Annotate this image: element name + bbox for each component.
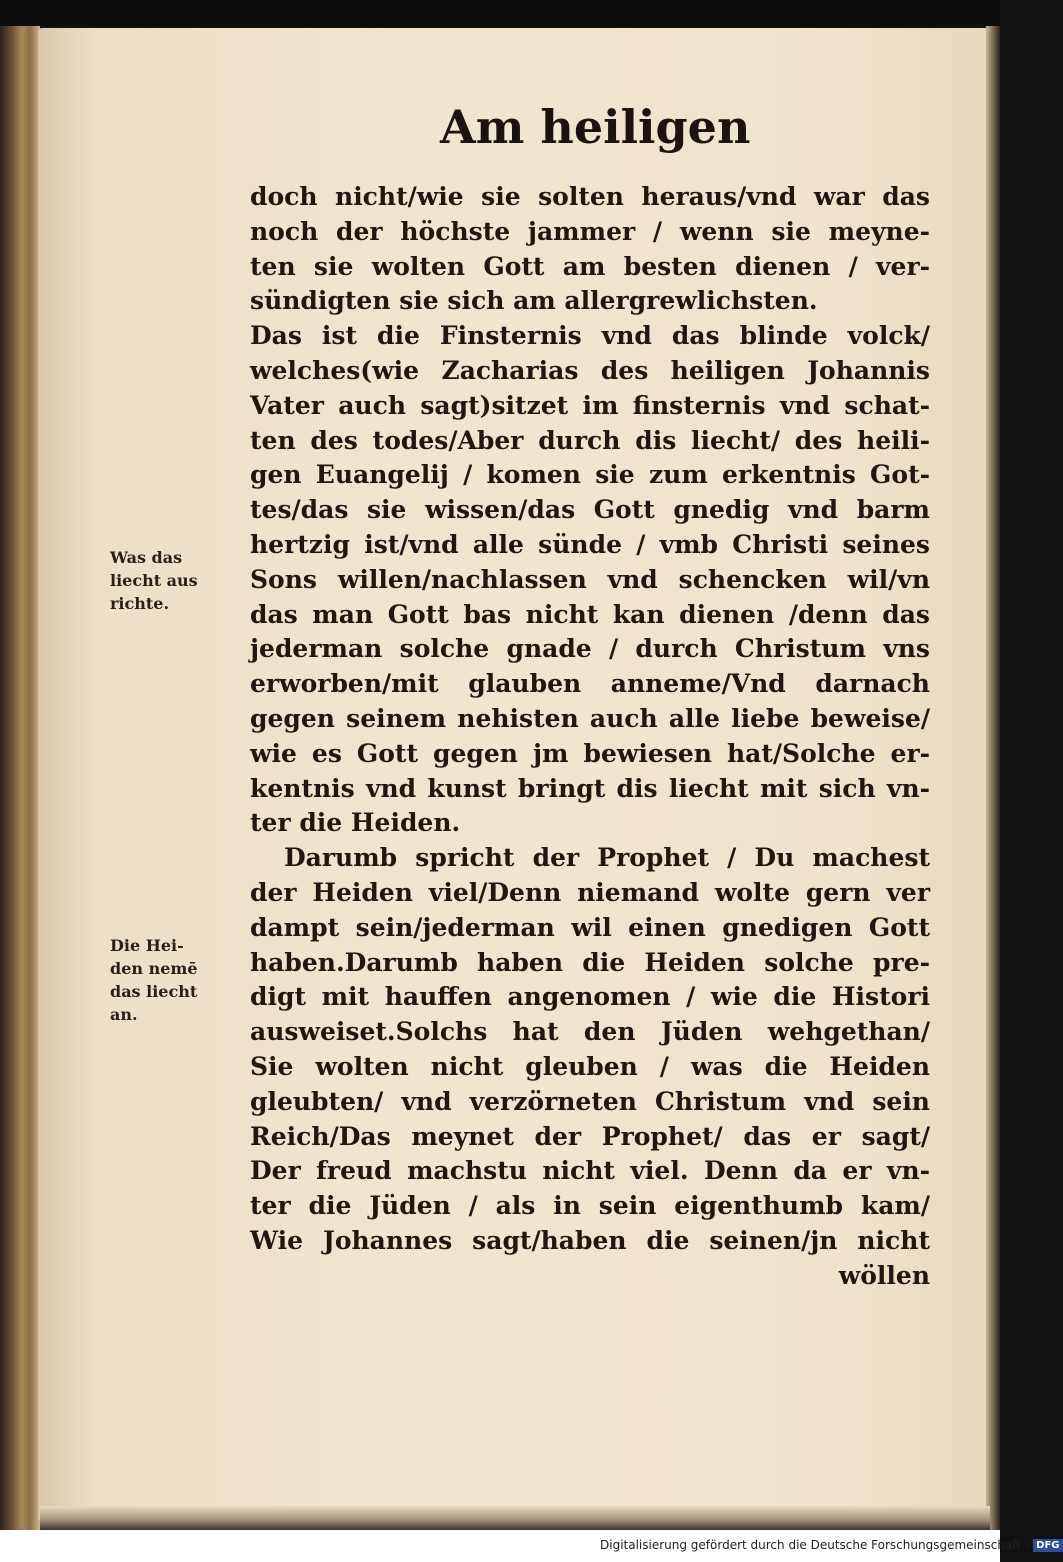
marginal-note-line: an. xyxy=(110,1005,138,1024)
text-line: Vater auch sagt)sitzet im finsternis vnd schat- xyxy=(250,390,930,420)
page-bottom-edge xyxy=(40,1506,990,1530)
text-line: gegen seinem nehisten auch alle liebe beweise/ xyxy=(250,703,930,733)
main-text-block xyxy=(250,180,930,1294)
text-line: Wie Johannes sagt/haben die seinen/jn nicht xyxy=(250,1225,930,1255)
text-line: dampt sein/jederman wil einen gnedigen Gott xyxy=(250,912,930,942)
text-line: doch nicht/wie sie solten heraus/vnd war das xyxy=(250,182,930,211)
text-line: digt mit hauffen angenomen / wie die Histori xyxy=(250,982,930,1012)
text-line: gen Euangelij / komen sie zum erkentnis Got- xyxy=(250,460,930,490)
text-line: ter die Heiden. xyxy=(250,808,461,838)
running-head: Am heiligen xyxy=(440,100,751,154)
catchword: wöllen xyxy=(838,1260,930,1290)
book-spine-edge xyxy=(0,26,40,1530)
text-line: das man Gott bas nicht kan dienen /denn das xyxy=(250,599,930,629)
text-line: noch der höchste jammer / wenn sie meyne- xyxy=(250,216,930,246)
text-line: der Heiden viel/Denn niemand wolte gern ver xyxy=(250,877,930,907)
marginal-note-line: Was das xyxy=(110,548,183,567)
marginal-note-line: liecht aus xyxy=(110,571,198,590)
marginal-note-line: richte. xyxy=(110,594,170,613)
marginal-note-line: den nemē xyxy=(110,959,198,978)
text-line: sündigten sie sich am allergrewlichsten. xyxy=(250,286,818,316)
text-line: erworben/mit glauben anneme/Vnd darnach xyxy=(250,669,930,699)
text-line: ten sie wolten Gott am besten dienen / ver- xyxy=(250,251,930,281)
page-edge-shadow xyxy=(986,26,1000,1530)
credit-text: Digitalisierung gefördert durch die Deutsche Forschungsgemeinschaft - xyxy=(600,1538,1030,1552)
digitization-credit xyxy=(600,1538,1060,1558)
marginal-note xyxy=(110,934,246,1026)
text-line: Darumb spricht der Prophet / Du machest xyxy=(284,843,930,873)
text-line: wie es Gott gegen jm bewiesen hat/Solche er- xyxy=(250,738,930,768)
marginal-note-line: Die Hei- xyxy=(110,936,184,955)
text-line: welches(wie Zacharias des heiligen Johannis xyxy=(250,355,930,385)
text-line: ter die Jüden / als in sein eigenthumb kam/ xyxy=(250,1191,930,1221)
text-line: ausweiset.Solchs hat den Jüden wehgethan/ xyxy=(250,1017,930,1047)
text-line: Reich/Das meynet der Prophet/ das er sagt/ xyxy=(250,1121,930,1151)
text-line: kentnis vnd kunst bringt dis liecht mit sich vn- xyxy=(250,773,930,803)
text-line: Das ist die Finsternis vnd das blinde volck/ xyxy=(250,321,930,351)
text-line: Sons willen/nachlassen vnd schencken wil/vn xyxy=(250,564,930,594)
marginal-note-line: das liecht xyxy=(110,982,198,1001)
scan-background-top xyxy=(0,0,1000,26)
dfg-logo: DFG xyxy=(1033,1539,1062,1552)
marginal-note xyxy=(110,546,246,615)
text-line: gleubten/ vnd verzörneten Christum vnd sein xyxy=(250,1086,930,1116)
text-line: hertzig ist/vnd alle sünde / vmb Christi seines xyxy=(250,529,930,559)
text-line: ten des todes/Aber durch dis liecht/ des heili- xyxy=(250,425,930,455)
text-line: jederman solche gnade / durch Christum vns xyxy=(250,634,930,664)
text-line: Der freud machstu nicht viel. Denn da er vn- xyxy=(250,1156,930,1186)
text-line: tes/das sie wissen/das Gott gnedig vnd barm xyxy=(250,495,930,525)
text-line: haben.Darumb haben die Heiden solche pre- xyxy=(250,947,930,977)
text-line: Sie wolten nicht gleuben / was die Heiden xyxy=(250,1051,930,1081)
